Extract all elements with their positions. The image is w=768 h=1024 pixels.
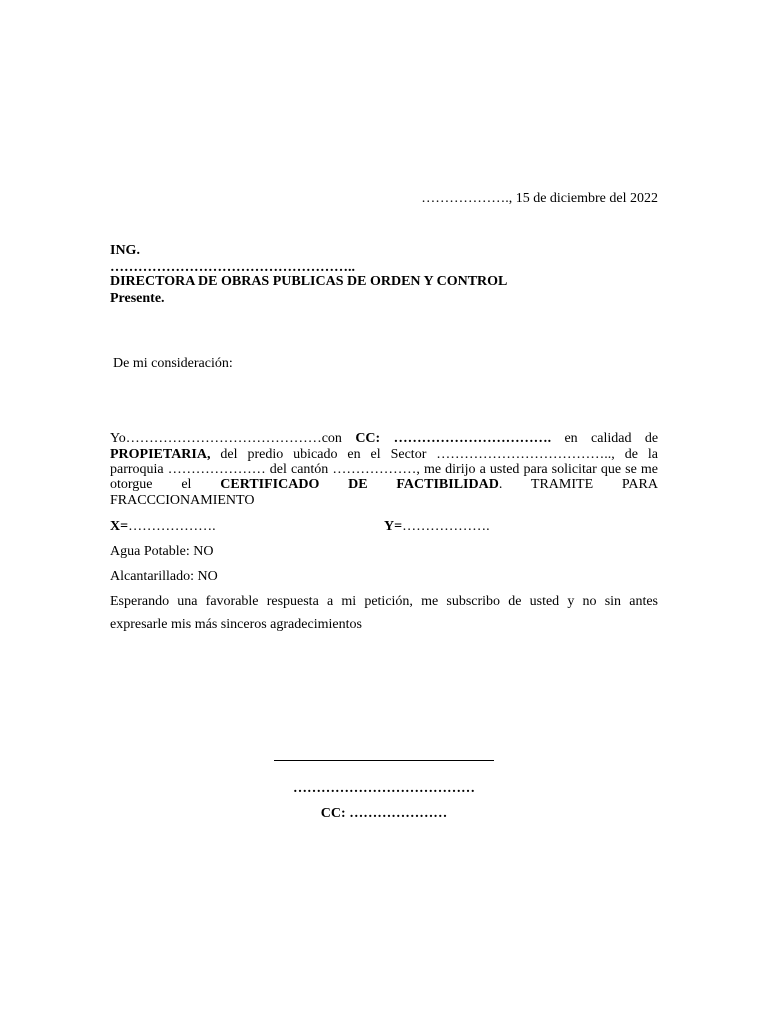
body-tramite: . TRAMITE PARA [498,477,658,492]
body-cc-dots: ……………………………. [393,431,552,446]
recipient-name-placeholder: …………………………………………….. [110,260,355,275]
date-line: ………………., 15 de diciembre del 2022 [421,191,658,206]
closing-line-2: expresarle mis más sinceros agradecimientos [110,617,362,632]
body-line-1-rest: en calidad de [564,431,659,446]
service-water: Agua Potable: NO [110,544,214,559]
body-line-3-text: parroquia ………………… del cantón ………………, me dirijo a usted para solicitar que se me [110,462,658,477]
body-line-3 [110,462,658,478]
coord-x-dots: ………………. [128,519,216,534]
body-line-1 [110,431,658,447]
body-line-2 [110,447,658,463]
signature-cc-dots: : ………………… [341,806,448,821]
coord-x [110,519,216,535]
coord-y [384,519,490,535]
service-sewer: Alcantarillado: NO [110,569,218,584]
closing-line-1 [110,594,658,610]
body-yo: Yo……………………………………con [110,431,342,446]
recipient-presente: Presente. [110,291,165,306]
body-certificado: CERTIFICADO DE FACTIBILIDAD [220,477,499,492]
signature-name-placeholder: ………………………………… [293,781,475,796]
signature-cc-label: CC [320,806,342,821]
coord-y-label: Y= [384,519,403,534]
recipient-title: ING. [110,243,140,258]
coord-x-label: X= [110,519,129,534]
salutation: De mi consideración: [113,356,233,371]
closing-line-1-text: Esperando una favorable respuesta a mi petición, me subscribo de usted y no sin antes [110,594,658,609]
coord-y-dots: ………………. [402,519,490,534]
body-line-5: FRACCCIONAMIENTO [110,493,255,508]
body-cc-label: CC: [355,431,381,446]
body-otorgue: otorgue el [110,477,192,492]
signature-cc [0,806,768,822]
body-line-2-rest: del predio ubicado en el Sector ……………………………….., de la [220,447,658,462]
signature-line [274,760,494,761]
recipient-position: DIRECTORA DE OBRAS PUBLICAS DE ORDEN Y CONTROL [110,274,508,289]
body-propietaria: PROPIETARIA, [110,447,211,462]
body-line-4 [110,477,658,493]
